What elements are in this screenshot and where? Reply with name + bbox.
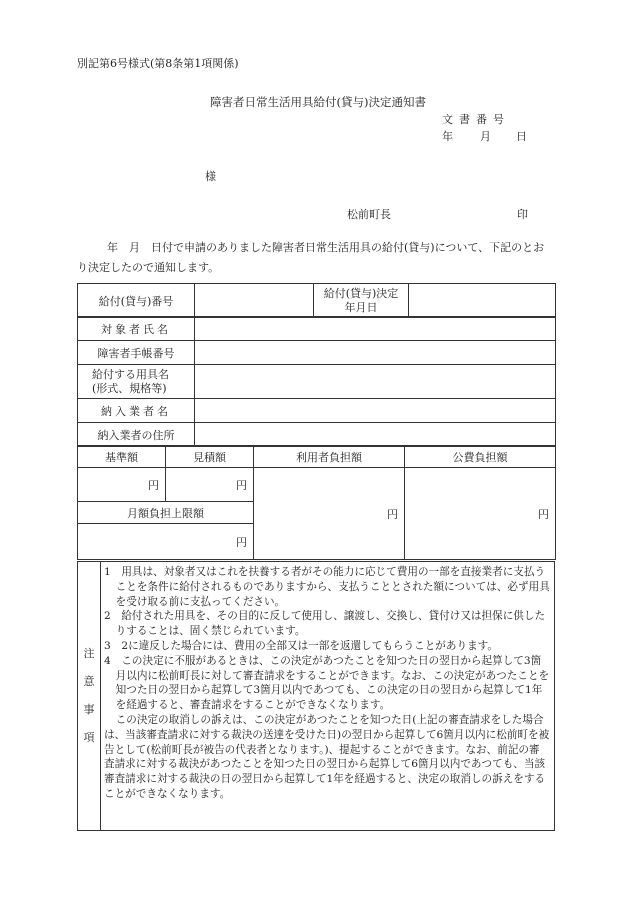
equipment-name-row <box>78 365 556 399</box>
note-text: 用具は、対象者又はこれを扶養する者がその能力に応じて費用の一部を直接業者に支払うことを条件に給付されるものでありますから、支払うこととされた額については、必ず用具を受け取る前に支払ってください。 <box>115 566 550 608</box>
decision-date-label <box>314 284 409 318</box>
grant-number-label: 給付(貸与)番号 <box>78 284 195 318</box>
application-info-table <box>77 283 556 318</box>
note-item-3 <box>104 639 550 654</box>
vendor-address-field[interactable] <box>195 423 556 447</box>
disability-card-number-field[interactable] <box>195 341 556 365</box>
note-number: 4 <box>104 654 111 667</box>
vendor-name-field[interactable] <box>195 399 556 423</box>
note-item-4 <box>104 654 550 713</box>
issuer-name: 松前町長 <box>347 208 391 221</box>
note-text: 給付された用具を、その目的に反して使用し、譲渡し、交換し、貸付け又は担保に供したりすることは、固く禁じられています。 <box>115 610 546 638</box>
seal-mark: 印 <box>517 208 528 221</box>
disability-card-number-row <box>78 341 556 365</box>
equipment-name-field[interactable] <box>195 365 556 399</box>
monthly-cap-label: 月額負担上限額 <box>78 502 254 524</box>
equipment-name-label: 給付する用具名 (形式、規格等) <box>78 365 195 399</box>
monthly-cap-field[interactable]: 円 <box>78 524 254 560</box>
vendor-name-label: 納入業者名 <box>78 399 195 423</box>
document-number-label: 文書番号 <box>442 113 510 126</box>
estimate-amount-header: 見積額 <box>166 446 254 468</box>
notes-section <box>77 561 555 831</box>
addressee-suffix: 様 <box>205 170 216 183</box>
user-burden-header: 利用者負担額 <box>254 446 405 468</box>
base-amount-header: 基準額 <box>78 446 166 468</box>
date-day-label: 日 <box>516 130 527 143</box>
note-text: 2に違反した場合には、費用の全部又は一部を返還してもらうことがあります。 <box>121 639 499 652</box>
notes-label-char: 項 <box>83 731 95 744</box>
note-text: この決定に不服があるときは、この決定があつたことを知つた日の翌日から起算して3箇月以内に松前町長に対して審査請求をすることができます。なお、この決定があつたことを知つた日の翌日から起算して3箇月以内であつても、この決定の日の翌日から起算して1年を経過すると、審査請求をすることができなくなります。 <box>115 654 550 712</box>
decision-date-label-line2: 年月日 <box>344 300 378 314</box>
notes-label-char: 意 <box>83 675 95 688</box>
note-number: 3 <box>104 639 111 652</box>
grant-number-row <box>78 284 556 318</box>
intro-paragraph: 年 月 日付で申請のありました障害者日常生活用具の給付(貸与)について、下記のとおり決定したので通知します。 <box>77 241 545 274</box>
recipient-name-field[interactable] <box>195 317 556 341</box>
estimate-amount-field[interactable]: 円 <box>166 468 254 502</box>
note-number: 2 <box>104 610 111 623</box>
amount-value-row <box>78 468 556 502</box>
notes-label-char: 事 <box>83 703 95 716</box>
recipient-name-label: 対象者氏名 <box>78 317 195 341</box>
note-number: 1 <box>104 566 111 578</box>
vendor-address-row <box>78 423 556 447</box>
note-item-2 <box>104 609 550 639</box>
amount-header-row <box>78 446 556 468</box>
document-title: 障害者日常生活用具給付(貸与)決定通知書 <box>210 95 426 109</box>
public-burden-field[interactable]: 円 <box>405 468 556 560</box>
decision-date-field[interactable] <box>409 284 556 318</box>
form-identifier: 別記第6号様式(第8条第1項関係) <box>77 57 239 70</box>
notes-body <box>104 565 550 802</box>
base-amount-field[interactable]: 円 <box>78 468 166 502</box>
disability-card-number-label: 障害者手帳番号 <box>78 341 195 365</box>
notes-label-char: 注 <box>83 647 95 660</box>
date-year-label: 年 <box>442 130 453 143</box>
decision-date-label-line1: 給付(貸与)決定 <box>323 286 399 300</box>
vendor-address-label: 納入業者の住所 <box>78 423 195 447</box>
grant-number-field[interactable] <box>195 284 314 318</box>
recipient-name-row <box>78 317 556 341</box>
public-burden-header: 公費負担額 <box>405 446 556 468</box>
note-item-1 <box>104 565 550 609</box>
date-month-label: 月 <box>480 130 491 143</box>
vendor-name-row <box>78 399 556 423</box>
amount-table <box>77 445 556 560</box>
issue-date <box>442 128 527 144</box>
user-burden-field[interactable]: 円 <box>254 468 405 560</box>
note-closing: この決定の取消しの訴えは、この決定があつたことを知つた日(上記の審査請求をした場合は、当該審査請求に対する裁決の送達を受けた日)の翌日から起算して6箇月以内に松前町を被告として(松前町長が被告の代表者となります。)、提起することができます。なお、前記の審査請求に対する裁決があつたことを知つた日の翌日から起算して6箇月以内であつても、当該審査請求に対する裁決の日の翌日から起算して1年を経過すると、決定の取消しの訴えをすることができなくなります。 <box>104 713 550 800</box>
detail-table <box>77 316 556 447</box>
notes-label <box>78 562 101 830</box>
